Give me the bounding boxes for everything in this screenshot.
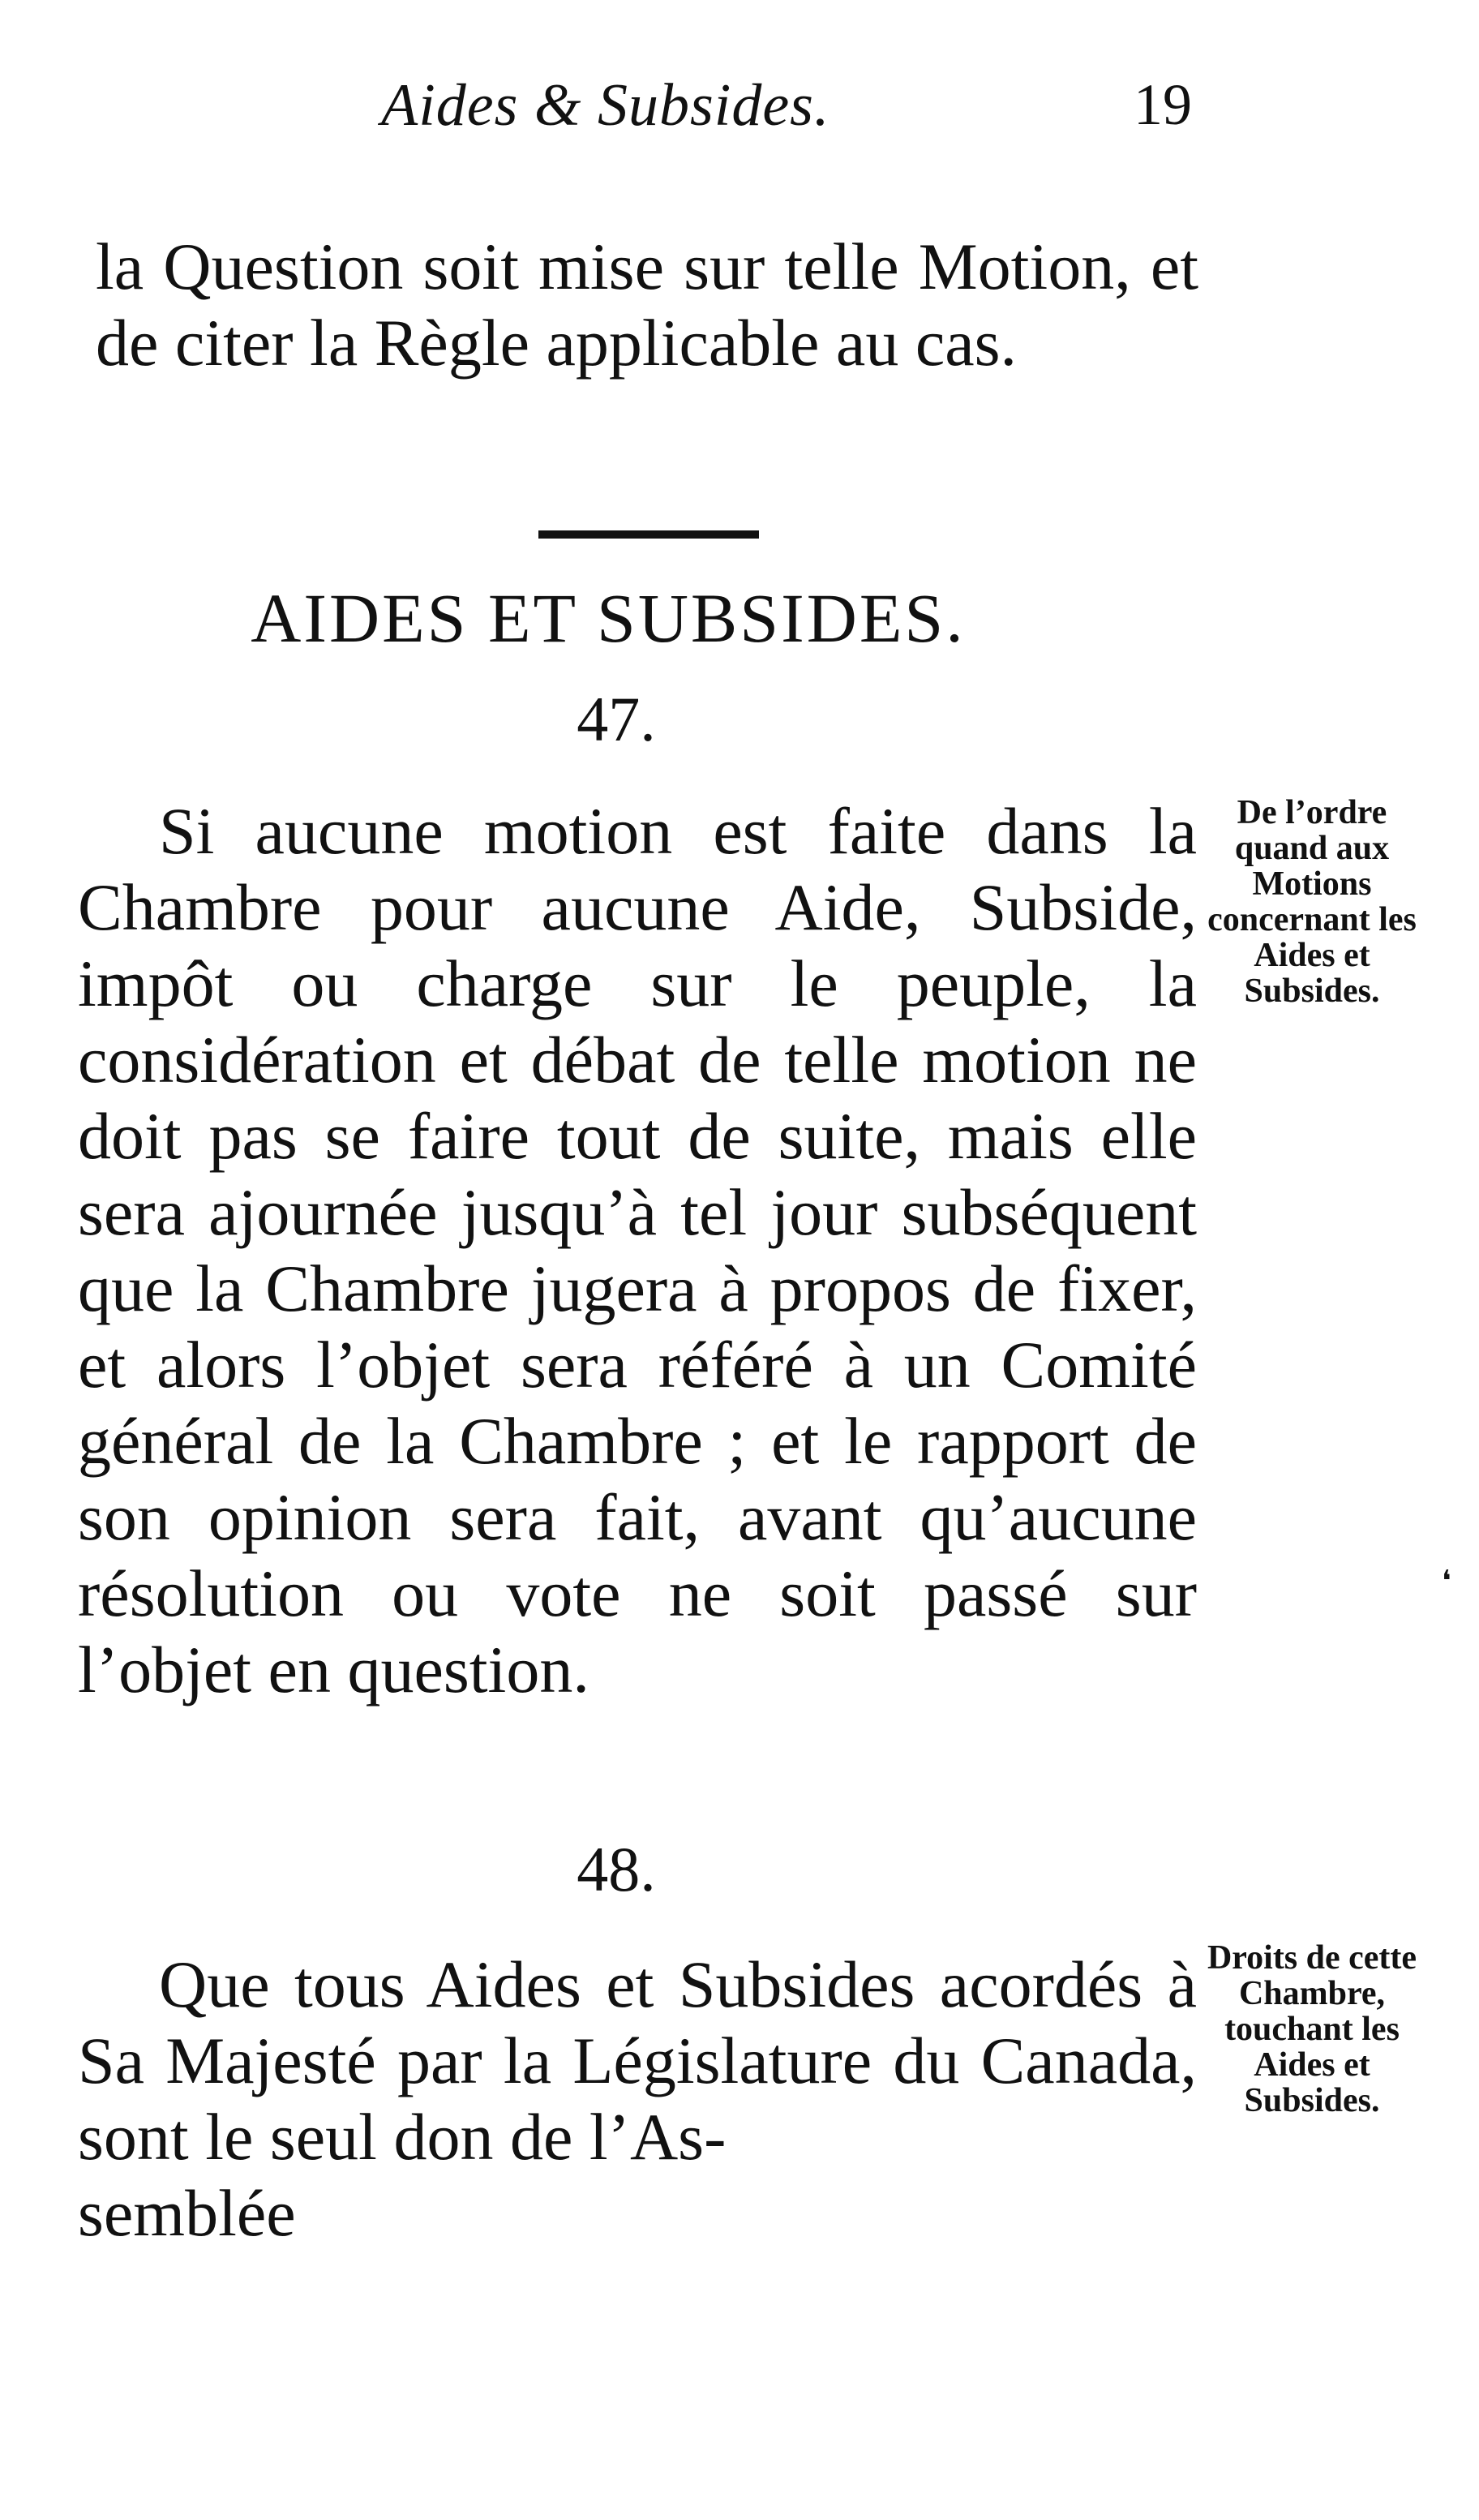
article-48-paragraph	[78, 1947, 1197, 2263]
article-number-47: 47.	[577, 684, 656, 754]
section-heading: AIDES ET SUBSIDES.	[251, 579, 966, 657]
running-title: Aides & Subsides.	[381, 72, 830, 139]
article-48-text: Que tous Aides et Subsides acordés à Sa Majesté par la Législature du Canada, sont le seul don de l’As-	[78, 1947, 1197, 2174]
article-number-48: 48.	[577, 1834, 656, 1904]
margin-note-47: De l’ordre quand aux Motions concernant les Aides et Subsides.	[1207, 794, 1417, 1010]
page-number: 19	[1134, 72, 1192, 137]
section-divider	[538, 530, 759, 539]
running-head	[357, 71, 1192, 161]
article-48-catchword: semblée	[78, 2176, 296, 2250]
continued-paragraph: la Question soit mise sur telle Motion, et de citer la Règle applicable au cas.	[96, 230, 1198, 380]
article-47-paragraph: Si aucune motion est faite dans la Chambre pour aucune Aide, Subside, impôt ou charge sur le peuple, la considération et débat de telle motion ne doit pas se faire tout de suite, mais elle sera ajournée jusqu’à tel jour subséquent que la Chambre jugera à propos de fixer, et alors l’objet sera référé à un Comité général de la Chambre ; et le rapport de son opinion sera fait, avant qu’aucune résolution ou vote ne soit passé sur l’objet en question.	[78, 794, 1197, 1706]
margin-note-48: Droits de cette Chambre, touchant les Aides et Subsides.	[1207, 1939, 1417, 2119]
ink-speck-mark: ❛	[1442, 1565, 1451, 1597]
